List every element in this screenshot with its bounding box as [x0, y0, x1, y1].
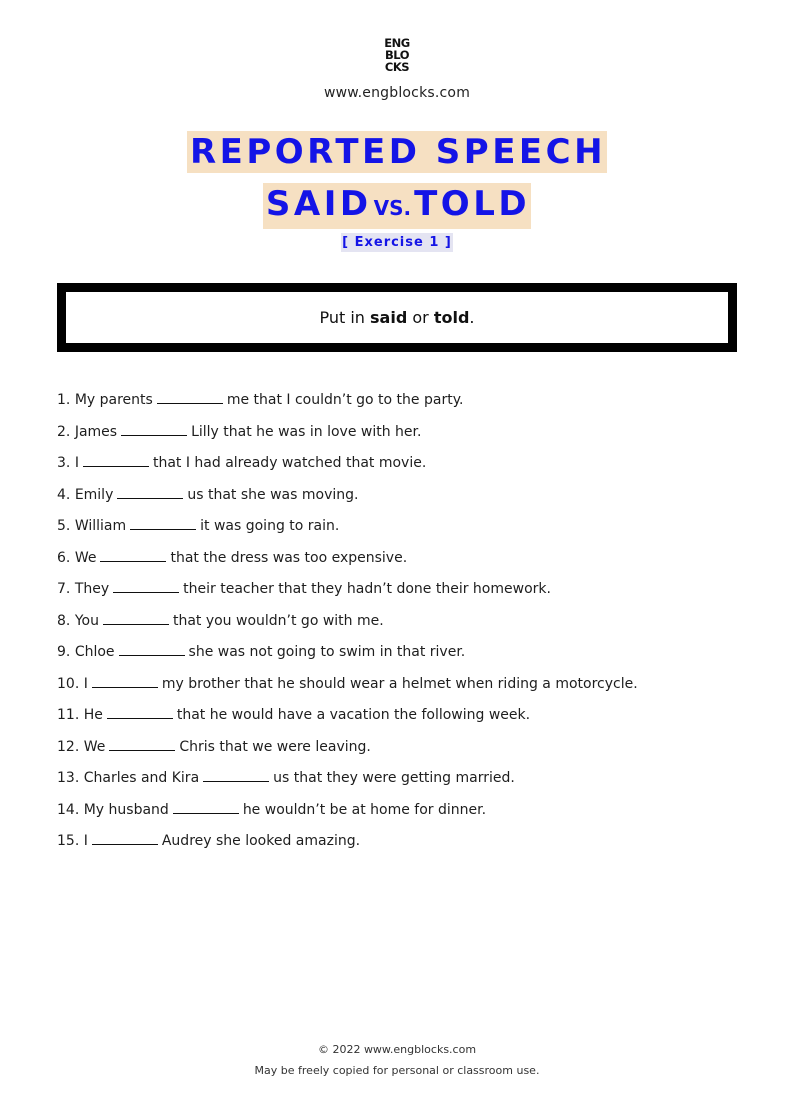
exercise-item-11: [57, 703, 757, 735]
item-text-after: Audrey she looked amazing.: [161, 833, 361, 849]
exercise-item-6: [57, 546, 757, 578]
exercise-item-8: [57, 609, 757, 641]
title-reported-speech: REPORTED SPEECH: [187, 131, 607, 173]
item-number: 12.: [57, 738, 80, 755]
answer-blank[interactable]: [107, 703, 173, 719]
item-number: 1.: [57, 392, 71, 408]
item-number: 11.: [57, 707, 80, 723]
item-text-after: us that they were getting married.: [273, 770, 515, 786]
exercise-label: [ Exercise 1 ]: [342, 235, 452, 250]
exercise-item-5: [57, 514, 757, 546]
exercise-item-15: [57, 829, 757, 861]
title-word-said: SAID: [265, 184, 372, 224]
answer-blank[interactable]: [113, 577, 179, 593]
item-text-after: that the dress was too expensive.: [170, 549, 408, 566]
answer-blank[interactable]: [119, 640, 185, 656]
item-number: 15.: [57, 833, 80, 849]
item-text-before: Chloe: [74, 644, 115, 660]
item-number: 3.: [57, 455, 71, 471]
item-number: 14.: [57, 801, 80, 818]
item-text-after: he wouldn’t be at home for dinner.: [242, 801, 487, 818]
engblocks-logo: [0, 37, 794, 73]
title-line-1: [0, 131, 794, 173]
answer-blank[interactable]: [92, 672, 158, 688]
item-number: 4.: [57, 486, 71, 503]
title-vs: VS.: [373, 196, 412, 220]
item-text-after: that you wouldn’t go with me.: [172, 612, 384, 629]
item-text-after: that he would have a vacation the following week.: [176, 707, 531, 723]
item-text-before: I: [83, 833, 88, 849]
item-text-before: We: [83, 738, 106, 755]
item-text-before: Emily: [74, 486, 114, 503]
logo-line-3: CKS: [384, 60, 410, 74]
instruction-mid: or: [407, 308, 434, 327]
instruction-option-said: said: [370, 308, 408, 327]
item-text-before: You: [74, 612, 99, 629]
title-said-vs-told: [263, 183, 531, 229]
item-text-after: Chris that we were leaving.: [179, 738, 371, 755]
answer-blank[interactable]: [157, 388, 223, 404]
exercise-item-2: [57, 420, 757, 452]
exercise-item-10: [57, 672, 757, 704]
item-text-after: it was going to rain.: [200, 518, 340, 534]
item-text-before: James: [74, 423, 118, 440]
instruction-end: .: [469, 308, 475, 327]
footer-license: May be freely copied for personal or classroom use.: [254, 1064, 540, 1077]
item-text-after: she was not going to swim in that river.: [188, 644, 466, 660]
item-number: 9.: [57, 644, 71, 660]
answer-blank[interactable]: [130, 514, 196, 530]
exercise-item-1: [57, 388, 757, 420]
item-text-after: their teacher that they hadn’t done their homework.: [183, 581, 551, 597]
instruction-option-told: told: [433, 308, 470, 327]
answer-blank[interactable]: [121, 420, 187, 436]
instruction-before: Put in: [319, 308, 371, 327]
item-text-after: us that she was moving.: [187, 486, 359, 503]
title-line-2: [0, 183, 794, 229]
exercise-item-3: [57, 451, 757, 483]
exercise-label-row: [0, 231, 794, 252]
item-text-before: I: [83, 675, 88, 692]
item-number: 10.: [57, 675, 80, 692]
answer-blank[interactable]: [103, 609, 169, 625]
item-number: 7.: [57, 581, 71, 597]
item-text-before: They: [74, 581, 110, 597]
item-text-after: Lilly that he was in love with her.: [191, 423, 422, 440]
item-text-before: He: [83, 707, 103, 723]
exercise-list: [57, 388, 757, 861]
exercise-item-12: [57, 735, 757, 767]
logo-line-1: ENG: [384, 36, 410, 50]
item-text-after: that I had already watched that movie.: [152, 455, 427, 471]
answer-blank[interactable]: [173, 798, 239, 814]
footer-copyright: © 2022 www.engblocks.com: [317, 1043, 477, 1056]
item-text-before: I: [74, 455, 79, 471]
exercise-item-13: [57, 766, 757, 798]
instruction-box: [57, 283, 737, 352]
exercise-item-4: [57, 483, 757, 515]
item-number: 13.: [57, 770, 80, 786]
exercise-item-9: [57, 640, 757, 672]
item-number: 2.: [57, 423, 71, 440]
answer-blank[interactable]: [92, 829, 158, 845]
item-text-before: Charles and Kira: [83, 770, 200, 786]
item-text-after: me that I couldn’t go to the party.: [226, 392, 464, 408]
item-number: 6.: [57, 549, 71, 566]
answer-blank[interactable]: [83, 451, 149, 467]
exercise-item-14: [57, 798, 757, 830]
item-number: 8.: [57, 612, 71, 629]
item-text-before: My parents: [74, 392, 153, 408]
answer-blank[interactable]: [100, 546, 166, 562]
answer-blank[interactable]: [203, 766, 269, 782]
answer-blank[interactable]: [117, 483, 183, 499]
item-number: 5.: [57, 518, 71, 534]
site-url[interactable]: www.engblocks.com: [323, 85, 471, 101]
item-text-before: William: [74, 518, 127, 534]
item-text-before: My husband: [83, 801, 169, 818]
exercise-item-7: [57, 577, 757, 609]
item-text-before: We: [74, 549, 97, 566]
answer-blank[interactable]: [109, 735, 175, 751]
item-text-after: my brother that he should wear a helmet when riding a motorcycle.: [161, 675, 638, 692]
title-word-told: TOLD: [414, 184, 531, 224]
logo-line-2: BLO: [385, 48, 409, 62]
instruction-text: [319, 308, 474, 327]
